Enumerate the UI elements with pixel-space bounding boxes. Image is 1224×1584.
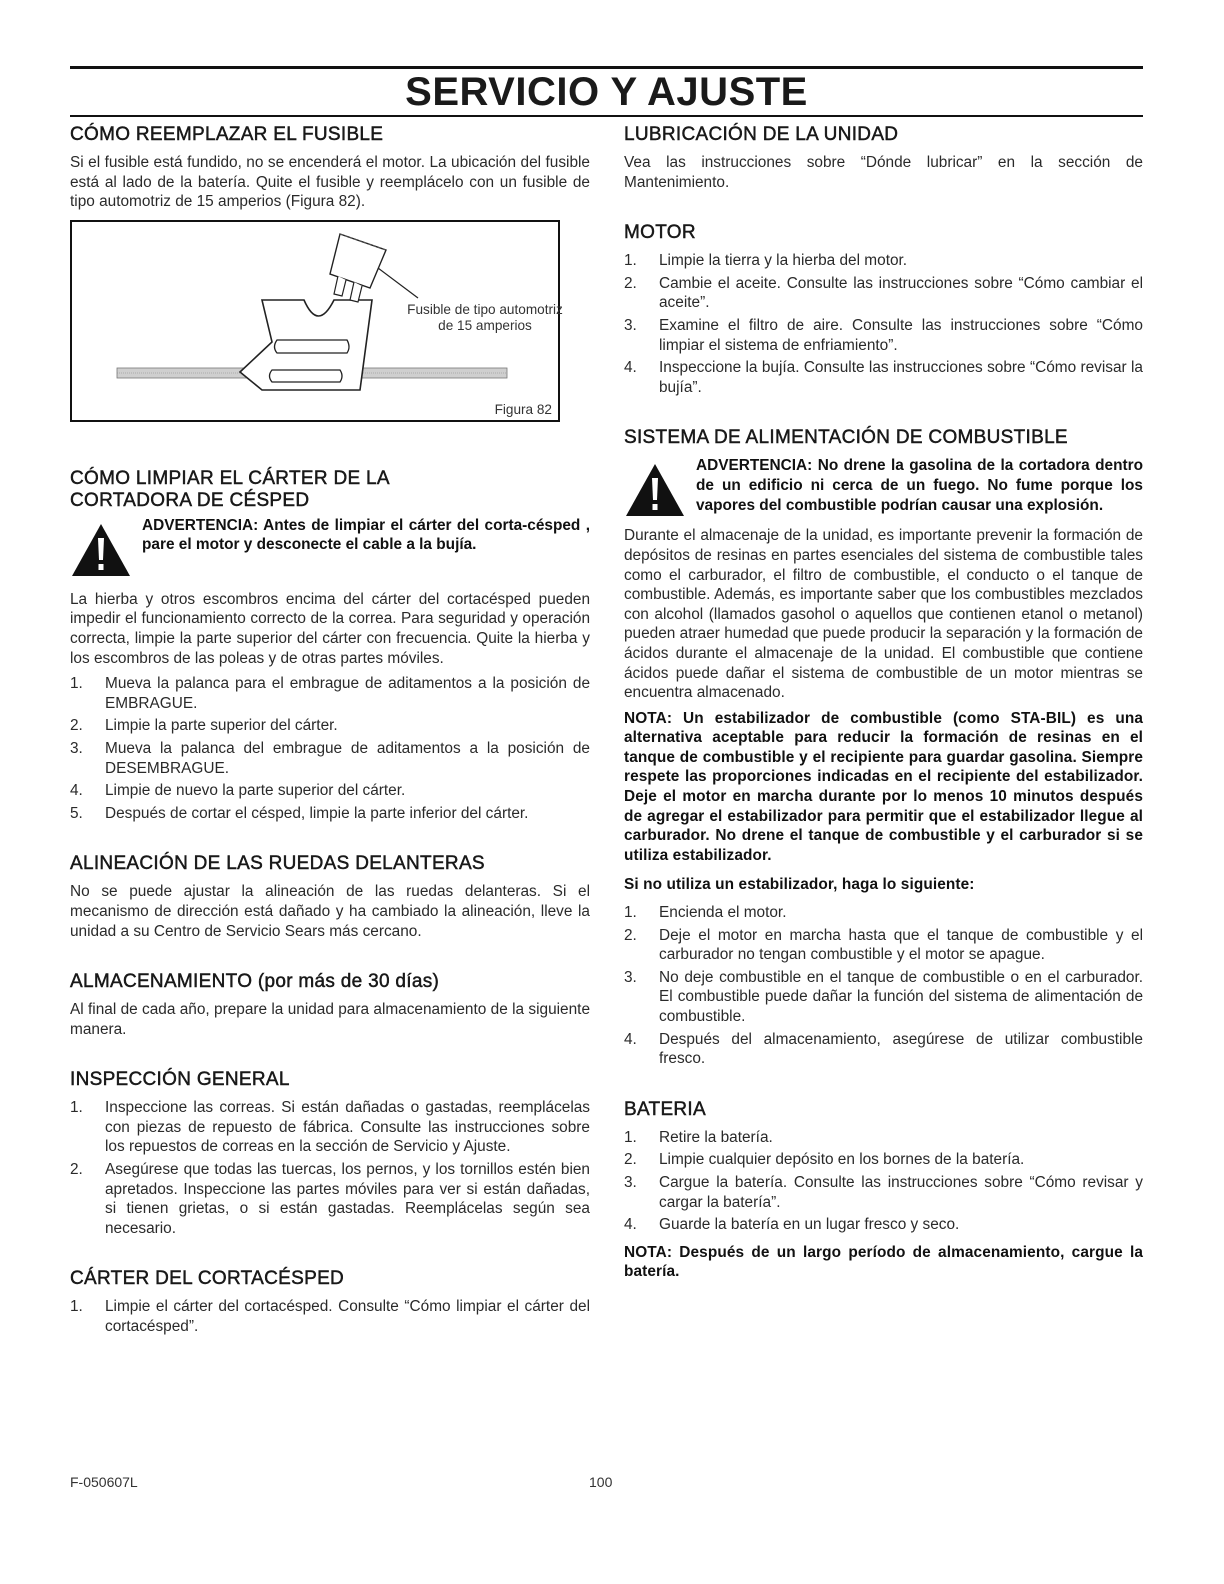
list-item: 2. Cambie el aceite. Consulte las instrucciones sobre “Cómo cambiar el aceite”.	[624, 274, 1143, 312]
title-rule	[70, 115, 1143, 117]
deck-steps	[70, 1297, 590, 1336]
fuel-note: NOTA: Un estabilizador de combustible (como STA-BIL) es una alternativa aceptable para reducir la formación de resinas en el tanque de combustible y el recipiente para guardar gasolina. Siempre respete las proporciones indicadas en el recipiente del estabilizador. Deje el motor en marcha durante por lo menos 10 minutos después de agregar el estabilizador para permitir que el estabilizador llegue al carburador. No drene el tanque de combustible y el carburador si se utiliza estabilizador.	[624, 709, 1143, 864]
deck-clean-body: La hierba y otros escombros encima del cárter del cortacésped pueden impedir el funcionamiento correcto de la correa. Para seguridad y operación correcta, limpie la parte superior del cárter con frecuencia. Quite la hierba y los escombros de las poleas y de otras partes móviles.	[70, 590, 590, 667]
section-motor	[624, 222, 1143, 397]
fuse-callout-line1: Fusible de tipo automotriz	[407, 301, 563, 317]
deck-clean-steps	[70, 674, 590, 823]
list-item: 1. Inspeccione las correas. Si están dañadas o gastadas, reemplácelas con piezas de repuesto de fábrica. Consulte las instrucciones sobre los repuestos de correas en la sección de Servicio y Ajuste.	[70, 1099, 590, 1156]
list-item: 5. Después de cortar el césped, limpie la parte inferior del cárter.	[70, 804, 529, 822]
list-item: 1. Mueva la palanca para el embrague de aditamentos a la posición de EMBRAGUE.	[70, 675, 590, 712]
list-item: 2. Limpie cualquier depósito en los bornes de la batería.	[624, 1151, 1025, 1169]
alignment-body: No se puede ajustar la alineación de las ruedas delanteras. Si el mecanismo de dirección está dañado y ha cambiado la alineación, lleve la unidad a su Centro de Servicio Sears más cercano.	[70, 883, 590, 940]
alignment-heading: ALINEACIÓN DE LAS RUEDAS DELANTERAS	[70, 853, 485, 875]
list-item: 4. Guarde la batería en un lugar fresco y seco.	[624, 1216, 960, 1234]
left-column	[70, 124, 590, 1340]
list-item: 4. Después del almacenamiento, asegúrese de utilizar combustible fresco.	[624, 1030, 1143, 1068]
section-alignment	[70, 853, 590, 941]
list-item: 2. Asegúrese que todas las tuercas, los pernos, y los tornillos estén bien apretados. Inspeccione las partes móviles para ver si están dañadas, si tienen grietas, o si están gastadas. Reemplácelas según sea necesario.	[70, 1161, 590, 1237]
deck-clean-warning	[70, 516, 590, 582]
storage-body: Al final de cada año, prepare la unidad para almacenamiento de la siguiente manera.	[70, 1001, 590, 1038]
figure-caption: Figura 82	[494, 401, 552, 417]
list-item: 1. Retire la batería.	[624, 1128, 773, 1146]
fuse-callout-line2: de 15 amperios	[438, 317, 532, 333]
battery-note: NOTA: Después de un largo período de almacenamiento, cargue la batería.	[624, 1243, 1143, 1281]
section-deck-clean	[70, 468, 590, 824]
section-storage	[70, 971, 590, 1039]
page-title: SERVICIO Y AJUSTE	[405, 70, 808, 114]
list-item: 3. Examine el filtro de aire. Consulte las instrucciones sobre “Cómo limpiar el sistema de enfriamiento”.	[624, 316, 1143, 354]
list-item: 1. Limpie el cárter del cortacésped. Consulte “Cómo limpiar el cárter del cortacésped”.	[70, 1298, 590, 1336]
list-item: 1. Encienda el motor.	[624, 904, 787, 922]
section-battery	[624, 1099, 1143, 1282]
deck-clean-warning-text: ADVERTENCIA: Antes de limpiar el cárter del corta-césped , pare el motor y desconecte el cable a la bujía.	[142, 516, 590, 554]
list-item: 3. Cargue la batería. Consulte las instrucciones sobre “Cómo revisar y cargar la batería”.	[624, 1173, 1143, 1211]
section-fuel	[624, 427, 1143, 1068]
inspection-steps	[70, 1098, 590, 1238]
page-number: 100	[589, 1474, 613, 1490]
section-fuse	[70, 124, 590, 422]
section-lubrication	[624, 124, 1143, 192]
warning-icon	[624, 462, 686, 518]
list-item: 3. Mueva la palanca del embrague de aditamentos a la posición de DESEMBRAGUE.	[70, 739, 590, 777]
deck-clean-heading-line2: CORTADORA DE CÉSPED	[70, 489, 310, 511]
list-item: 2. Deje el motor en marcha hasta que el tanque de combustible y el carburador no tengan combustible y el motor se apague.	[624, 926, 1143, 964]
deck-clean-heading	[70, 468, 590, 512]
fuse-callout-label	[400, 302, 570, 334]
fuel-warning	[624, 456, 1143, 522]
list-item: 4. Inspeccione la bujía. Consulte las instrucciones sobre “Cómo revisar la bujía”.	[624, 359, 1143, 396]
lubrication-body: Vea las instrucciones sobre “Dónde lubricar” en la sección de Mantenimiento.	[624, 154, 1143, 191]
fuel-warning-text: ADVERTENCIA: No drene la gasolina de la cortadora dentro de un edificio ni cerca de un fuego. No fume porque los vapores del combustible podrían causar una explosión.	[696, 457, 1143, 514]
section-deck	[70, 1268, 590, 1336]
battery-heading: BATERIA	[624, 1098, 706, 1120]
list-item: 3. No deje combustible en el tanque de combustible o en el carburador. El combustible puede dañar la función del sistema de alimentación de combustible.	[624, 968, 1143, 1025]
motor-heading: MOTOR	[624, 222, 696, 244]
fuel-subheading: Si no utiliza un estabilizador, haga lo siguiente:	[624, 876, 975, 894]
fuel-steps	[624, 903, 1143, 1069]
inspection-heading: INSPECCIÓN GENERAL	[70, 1069, 290, 1091]
motor-steps	[624, 251, 1143, 397]
fuse-body: Si el fusible está fundido, no se encenderá el motor. La ubicación del fusible está al lado de la batería. Quite el fusible y reemplácelo con un fusible de tipo automotriz de 15 amperios (Figura 82).	[70, 154, 590, 211]
list-item: 4. Limpie de nuevo la parte superior del cárter.	[70, 782, 406, 800]
top-rule	[70, 66, 1143, 69]
storage-heading: ALMACENAMIENTO (por más de 30 días)	[70, 971, 440, 993]
fuse-heading: CÓMO REEMPLAZAR EL FUSIBLE	[70, 124, 384, 145]
section-inspection	[70, 1069, 590, 1238]
lubrication-heading: LUBRICACIÓN DE LA UNIDAD	[624, 124, 899, 145]
deck-clean-heading-line1: CÓMO LIMPIAR EL CÁRTER DE LA	[70, 467, 390, 489]
battery-steps	[624, 1128, 1143, 1235]
list-item: 1. Limpie la tierra y la hierba del motor.	[624, 252, 908, 270]
warning-icon	[70, 522, 132, 578]
fuel-heading: SISTEMA DE ALIMENTACIÓN DE COMBUSTIBLE	[624, 427, 1068, 449]
deck-heading: CÁRTER DEL CORTACÉSPED	[70, 1268, 345, 1290]
fuel-body: Durante el almacenaje de la unidad, es importante prevenir la formación de depósitos de resinas en partes esenciales del sistema de combustible tales como el carburador, el filtro de combustible, el conducto o el tanque de combustible. Además, es importante saber que los combustibles mezclados con alcohol (llamados gasohol o aquellos que contienen etanol o metanol) pueden atraer humedad que puede producir la separación y la formación de ácidos durante el almacenaje de la unidad. El combustible que contiene ácidos puede dañar el sistema de combustible de un motor mientras se encuentra almacenado.	[624, 527, 1143, 702]
list-item: 2. Limpie la parte superior del cárter.	[70, 717, 338, 735]
right-column	[624, 124, 1143, 1288]
document-code: F-050607L	[70, 1474, 138, 1490]
figure-82	[70, 220, 563, 422]
